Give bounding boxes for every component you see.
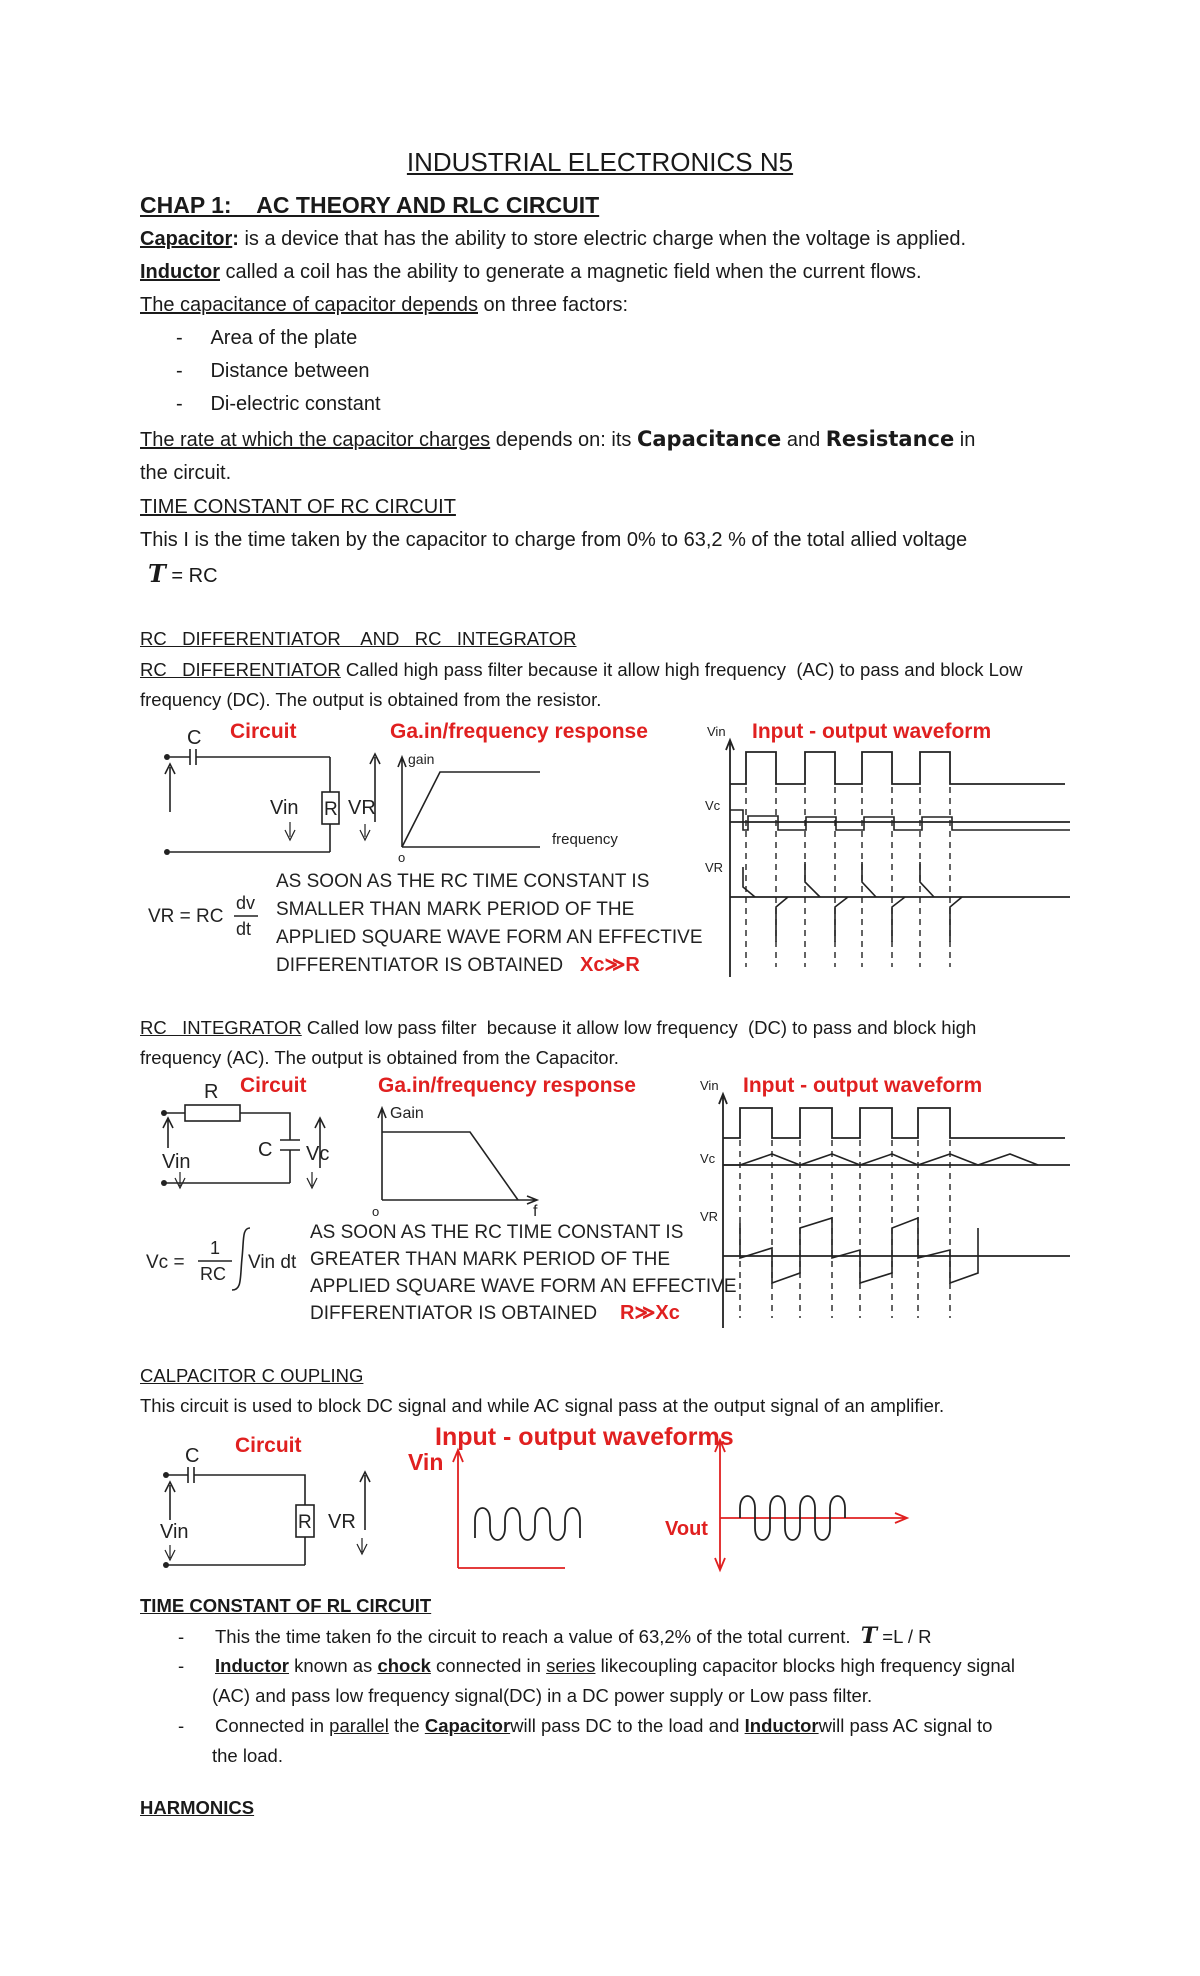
rc-formula (148, 561, 218, 589)
differentiator-line2: frequency (DC). The output is obtained from the resistor. (140, 689, 602, 710)
capacitance-intro (140, 292, 628, 318)
gain-axis-label: Gain (390, 1105, 424, 1122)
formula-one: 1 (210, 1238, 221, 1258)
differentiator-figure (140, 712, 1070, 982)
capacitor-label: C (185, 1445, 200, 1467)
coupling-heading: CALPACITOR C OUPLING (140, 1365, 364, 1386)
rc-formula-text: = RC (165, 565, 218, 587)
vr-label: VR (348, 797, 376, 819)
resistor-label: R (324, 799, 338, 820)
coupling-waveforms (453, 1440, 907, 1570)
rl-text: the (388, 1715, 425, 1736)
rl-text: will pass DC to the load and (510, 1715, 745, 1736)
arrow-icon (175, 1172, 317, 1188)
factor-text: Area of the plate (210, 327, 358, 349)
rate-resistance: Resistance (825, 427, 955, 451)
waveform-vin-label: Vin (700, 1078, 719, 1093)
harmonics-heading: HARMONICS (140, 1797, 255, 1818)
waveform-vin-label: Vin (408, 1449, 444, 1475)
rl-formula: =L / R (877, 1626, 932, 1647)
waveform-title: Input - output waveform (743, 1074, 983, 1097)
waveform-vin-label: Vin (707, 724, 726, 739)
capacitor-term: Capacitor (140, 228, 233, 250)
vr-label: VR (328, 1511, 356, 1533)
capacitance-rest: on three factors: (478, 294, 629, 316)
rate-line2: the circuit. (140, 462, 232, 484)
differentiator-waveforms (726, 740, 1070, 977)
inductor-term: Inductor (744, 1715, 819, 1736)
gain-response-title: Ga.in/frequency response (390, 720, 648, 743)
terminal-dot (164, 849, 170, 855)
factor-list-item: - Distance between (176, 360, 370, 382)
terminal-dot (161, 1180, 167, 1186)
differentiator-rest: Called high pass filter because it allow high frequency (AC) to pass and block Low (340, 659, 1023, 680)
chapter-heading: CHAP 1: AC THEORY AND RLC CIRCUIT (140, 192, 600, 218)
rl-text: likecoupling capacitor blocks high frequency signal (595, 1655, 1016, 1676)
factor-text: Di-electric constant (210, 393, 381, 415)
note-line: APPLIED SQUARE WAVE FORM AN EFFECTIVE (276, 927, 703, 948)
rl-bullet-text: This the time taken fo the circuit to reach a value of 63,2% of the total current. (215, 1626, 851, 1647)
integrator-text (140, 1016, 976, 1040)
waveform-vr-label: VR (700, 1209, 719, 1224)
factor-list-item: - Di-electric constant (176, 393, 381, 415)
note-line: SMALLER THAN MARK PERIOD OF THE (276, 899, 635, 920)
capacitance-link: The capacitance of capacitor depends (140, 294, 478, 316)
gain-graph-axes (378, 1108, 537, 1204)
terminal-dot (163, 1472, 169, 1478)
circuit-label: Circuit (230, 720, 297, 743)
rate-and: and (781, 429, 826, 451)
vin-label: Vin (160, 1521, 189, 1543)
series-term: series (546, 1655, 596, 1676)
rl-text: known as (289, 1655, 378, 1676)
rl-text: Connected in (215, 1715, 330, 1736)
capacitor-text: is a device that has the ability to store electric charge when the voltage is applied. (238, 228, 967, 250)
note-line: AS SOON AS THE RC TIME CONSTANT IS (310, 1222, 684, 1243)
note-line: APPLIED SQUARE WAVE FORM AN EFFECTIVE (310, 1276, 737, 1297)
waveform-vout-label: Vout (665, 1518, 708, 1540)
rate-link: The rate at which the capacitor charges (140, 429, 491, 451)
origin-label: o (372, 1204, 380, 1219)
note-line: AS SOON AS THE RC TIME CONSTANT IS (276, 871, 650, 892)
rl-text: will pass AC signal to (818, 1715, 993, 1736)
condition-label: R≫Xc (620, 1302, 680, 1324)
capacitor-definition (140, 226, 966, 252)
rl-heading: TIME CONSTANT OF RL CIRCUIT (140, 1595, 432, 1616)
capacitor-colon: : (232, 228, 239, 250)
capacitor-label: C (187, 727, 202, 749)
gain-response-title: Ga.in/frequency response (378, 1074, 636, 1097)
terminal-dot (163, 1562, 169, 1568)
origin-label: o (398, 850, 406, 865)
formula-dv: dv (236, 893, 256, 913)
condition-label: Xc≫R (580, 954, 640, 976)
rate-mid: depends on: its (490, 429, 637, 451)
rl-bullet-2-line2: (AC) and pass low frequency signal(DC) in a DC power supply or Low pass filter. (212, 1685, 873, 1706)
waveforms-title: Input - output waveforms (435, 1423, 734, 1451)
formula-lhs: VR = RC (148, 906, 224, 927)
formula-rc: RC (200, 1264, 226, 1284)
vc-label: Vc (306, 1143, 330, 1165)
f-axis-label: f (533, 1203, 538, 1220)
rc-time-constant-text: This I is the time taken by the capacitor to charge from 0% to 63,2 % of the total allied voltage (140, 529, 968, 551)
differentiator-term: RC DIFFERENTIATOR (140, 659, 341, 680)
parallel-term: parallel (329, 1715, 389, 1736)
rate-capacitance: Capacitance (636, 427, 782, 451)
differentiator-text (140, 658, 1023, 682)
waveform-title: Input - output waveform (752, 720, 992, 743)
gain-axis-label: gain (408, 751, 435, 767)
tau-symbol: 𝑻 (860, 1623, 878, 1649)
rc-pair-heading: RC DIFFERENTIATOR AND RC INTEGRATOR (140, 628, 577, 649)
coupling-figure (140, 1420, 940, 1580)
rl-text: connected in (430, 1655, 547, 1676)
gain-graph-axes (398, 757, 540, 847)
factor-list-item: - Area of the plate (176, 327, 358, 349)
waveform-vr-label: VR (705, 860, 724, 875)
rl-bullet-3: - Connected in parallel the Capacitorwill pass DC to the load and Inductorwill pass AC signal to (178, 1715, 993, 1736)
integrator-term: RC INTEGRATOR (140, 1017, 302, 1038)
chock-term: chock (377, 1655, 431, 1676)
rc-time-constant-heading: TIME CONSTANT OF RC CIRCUIT (140, 496, 456, 518)
integrator-rest: Called low pass filter because it allow low frequency (DC) to pass and block high (301, 1017, 977, 1038)
rl-bullet-2: - Inductor known as chock connected in series likecoupling capacitor blocks high frequency signal (178, 1655, 1016, 1676)
note-line: DIFFERENTIATOR IS OBTAINED (276, 955, 564, 976)
coupling-text: This circuit is used to block DC signal and while AC signal pass at the output signal of an amplifier. (140, 1395, 945, 1416)
formula-lhs: Vc = (146, 1252, 185, 1273)
inductor-definition (140, 259, 922, 285)
waveform-vc-label: Vc (700, 1151, 716, 1166)
rl-bullet-1: - This the time taken fo the circuit to reach a value of 63,2% of the total current. 𝑻 =L / R (178, 1623, 932, 1649)
inductor-term: Inductor (215, 1655, 289, 1676)
arrow-icon (165, 1538, 367, 1560)
resistor-label: R (298, 1512, 312, 1533)
rate-paragraph (140, 426, 1060, 453)
page-title: INDUSTRIAL ELECTRONICS N5 (406, 147, 794, 177)
capacitor-label: C (258, 1139, 273, 1161)
tau-symbol: 𝑻 (148, 559, 166, 588)
note-line: GREATER THAN MARK PERIOD OF THE (310, 1249, 670, 1270)
capacitor-term: Capacitor (424, 1715, 511, 1736)
factor-text: Distance between (210, 360, 370, 382)
waveform-vc-label: Vc (705, 798, 721, 813)
waveform-guides (740, 1140, 950, 1318)
formula-integrand: Vin dt (248, 1252, 297, 1273)
note-line: DIFFERENTIATOR IS OBTAINED (310, 1303, 598, 1324)
vin-label: Vin (162, 1151, 191, 1173)
frequency-axis-label: frequency (552, 831, 618, 848)
inductor-text: called a coil has the ability to generate a magnetic field when the current flows. (220, 261, 922, 283)
terminal-dot (164, 754, 170, 760)
integrator-figure (140, 1068, 1070, 1338)
rl-bullet-3-line2: the load. (212, 1745, 283, 1766)
resistor-label: R (204, 1081, 219, 1103)
integrator-line2: frequency (AC). The output is obtained from the Capacitor. (140, 1047, 619, 1068)
terminal-dot (161, 1110, 167, 1116)
circuit-label: Circuit (240, 1074, 307, 1097)
rate-tail: in (954, 429, 976, 451)
formula-dt: dt (236, 919, 252, 939)
vin-label: Vin (270, 797, 299, 819)
inductor-term: Inductor (140, 261, 220, 283)
circuit-label: Circuit (235, 1434, 302, 1457)
